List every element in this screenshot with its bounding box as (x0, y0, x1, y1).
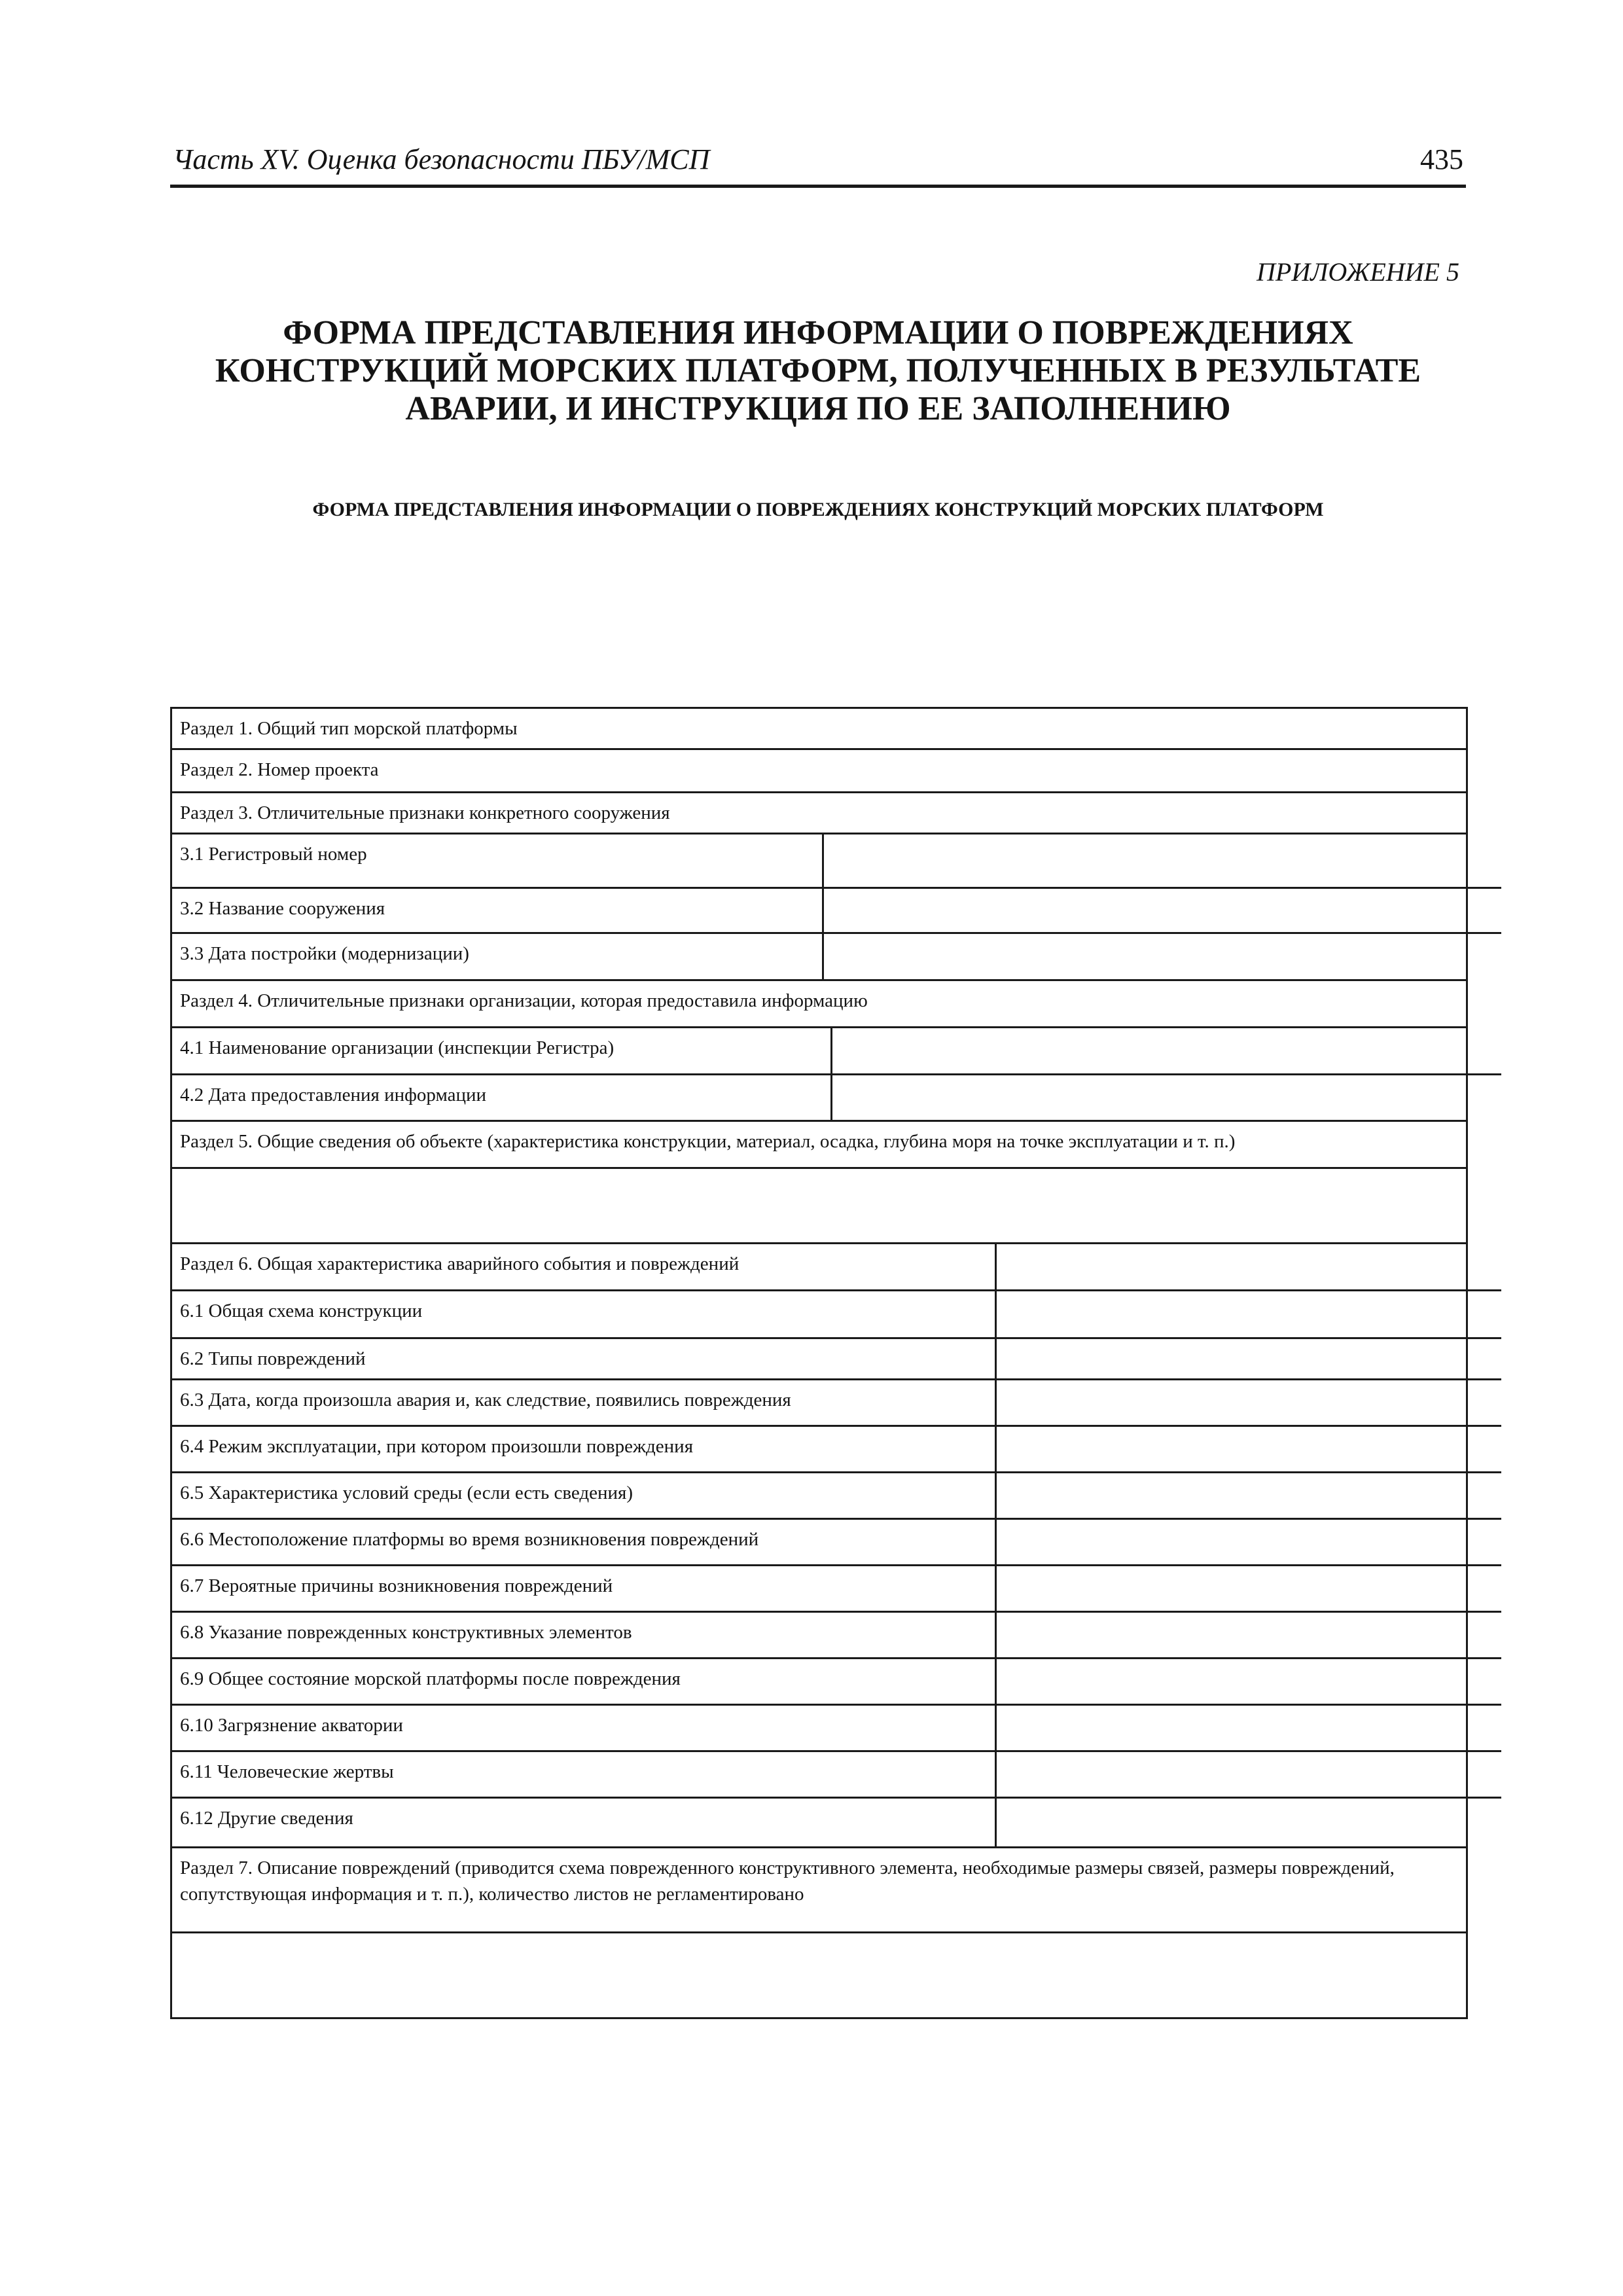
section1-label: Раздел 1. Общий тип морской платформы (171, 708, 1467, 749)
item-6-9-label: 6.9 Общее состояние морской платформы после повреждения (172, 1658, 996, 1704)
section3-label: Раздел 3. Отличительные признаки конкретного сооружения (171, 793, 1467, 834)
item-6-1-label: 6.1 Общая схема конструкции (172, 1290, 996, 1338)
running-header (170, 137, 1466, 188)
item-6-8-label: 6.8 Указание поврежденных конструктивных элементов (172, 1611, 996, 1658)
item-6-10-value[interactable] (996, 1704, 1502, 1751)
item-6-12-label: 6.12 Другие сведения (172, 1797, 996, 1846)
form-row-6-2 (172, 1338, 1501, 1379)
section3-subtable (172, 834, 1501, 979)
section6-subtable (172, 1244, 1501, 1846)
item-6-11-label: 6.11 Человеческие жертвы (172, 1751, 996, 1797)
main-title (170, 314, 1466, 428)
page-number: 435 (1420, 143, 1463, 175)
item-6-7-value[interactable] (996, 1565, 1502, 1611)
section6-label: Раздел 6. Общая характеристика аварийного события и повреждений (172, 1244, 996, 1290)
item-6-5-value[interactable] (996, 1472, 1502, 1518)
form-row-3-2 (172, 888, 1501, 933)
section5-value[interactable] (171, 1168, 1467, 1244)
item-6-3-label: 6.3 Дата, когда произошла авария и, как следствие, появились повреждения (172, 1379, 996, 1426)
form-row-section6-block (171, 1244, 1467, 1848)
appendix-label: ПРИЛОЖЕНИЕ 5 (1257, 257, 1459, 287)
form-row-6-7 (172, 1565, 1501, 1611)
item-6-6-value[interactable] (996, 1518, 1502, 1565)
form-row-section5 (171, 1121, 1467, 1168)
item-4-1-label: 4.1 Наименование организации (инспекции Регистра) (172, 1028, 832, 1074)
item-3-1-value[interactable] (823, 834, 1502, 888)
item-6-9-value[interactable] (996, 1658, 1502, 1704)
main-title-line: АВАРИИ, И ИНСТРУКЦИЯ ПО ЕЕ ЗАПОЛНЕНИЮ (405, 390, 1231, 427)
item-6-4-value[interactable] (996, 1426, 1502, 1472)
form-row-6-6 (172, 1518, 1501, 1565)
main-title-line: КОНСТРУКЦИЙ МОРСКИХ ПЛАТФОРМ, ПОЛУЧЕННЫХ В РЕЗУЛЬТАТЕ (215, 352, 1421, 389)
item-6-2-value[interactable] (996, 1338, 1502, 1379)
item-3-2-value[interactable] (823, 888, 1502, 933)
form-subtitle: ФОРМА ПРЕДСТАВЛЕНИЯ ИНФОРМАЦИИ О ПОВРЕЖДЕНИЯХ КОНСТРУКЦИЙ МОРСКИХ ПЛАТФОРМ (312, 499, 1324, 520)
form-row-6-11 (172, 1751, 1501, 1797)
form-row-section3 (171, 793, 1467, 834)
form-row-section2 (171, 749, 1467, 793)
item-6-2-label: 6.2 Типы повреждений (172, 1338, 996, 1379)
section7-value[interactable] (171, 1933, 1467, 2018)
main-title-line: ФОРМА ПРЕДСТАВЛЕНИЯ ИНФОРМАЦИИ О ПОВРЕЖДЕНИЯХ (283, 314, 1353, 351)
item-4-2-label: 4.2 Дата предоставления информации (172, 1074, 832, 1120)
form-row-6-10 (172, 1704, 1501, 1751)
item-3-3-label: 3.3 Дата постройки (модернизации) (172, 933, 823, 979)
form-row-6-3 (172, 1379, 1501, 1426)
form-row-6-4 (172, 1426, 1501, 1472)
section5-label: Раздел 5. Общие сведения об объекте (характеристика конструкции, материал, осадка, глубина моря на точке эксплуатации и т. п.) (171, 1121, 1467, 1168)
item-3-3-value[interactable] (823, 933, 1502, 979)
section6-value[interactable] (996, 1244, 1502, 1290)
item-4-1-value[interactable] (832, 1028, 1502, 1074)
running-title: Часть XV. Оценка безопасности ПБУ/МСП (173, 143, 710, 175)
form-row-6-1 (172, 1290, 1501, 1338)
section4-label: Раздел 4. Отличительные признаки организации, которая предоставила информацию (171, 980, 1467, 1028)
form-row-3-3 (172, 933, 1501, 979)
form-row-4-2 (172, 1074, 1501, 1120)
form-row-section6 (172, 1244, 1501, 1290)
item-3-2-label: 3.2 Название сооружения (172, 888, 823, 933)
item-6-6-label: 6.6 Местоположение платформы во время возникновения повреждений (172, 1518, 996, 1565)
form-row-4-1 (172, 1028, 1501, 1074)
form-row-6-9 (172, 1658, 1501, 1704)
item-3-1-label: 3.1 Регистровый номер (172, 834, 823, 888)
item-6-3-value[interactable] (996, 1379, 1502, 1426)
item-4-2-value[interactable] (832, 1074, 1502, 1120)
item-6-10-label: 6.10 Загрязнение акватории (172, 1704, 996, 1751)
item-6-7-label: 6.7 Вероятные причины возникновения повреждений (172, 1565, 996, 1611)
section7-label: Раздел 7. Описание повреждений (приводится схема поврежденного конструктивного элемента, необходимые размеры связей, размеры повреждений, сопутствующая информация и т. п.), количество листов не регламентировано (171, 1848, 1467, 1933)
form-row-section4 (171, 980, 1467, 1028)
form-row-6-12 (172, 1797, 1501, 1846)
section2-label: Раздел 2. Номер проекта (171, 749, 1467, 793)
form-row-section3-items (171, 834, 1467, 980)
item-6-8-value[interactable] (996, 1611, 1502, 1658)
section4-subtable (172, 1028, 1501, 1120)
item-6-12-value[interactable] (996, 1797, 1502, 1846)
item-6-11-value[interactable] (996, 1751, 1502, 1797)
item-6-5-label: 6.5 Характеристика условий среды (если есть сведения) (172, 1472, 996, 1518)
item-6-4-label: 6.4 Режим эксплуатации, при котором произошли повреждения (172, 1426, 996, 1472)
form-row-section4-items (171, 1028, 1467, 1121)
form-row-3-1 (172, 834, 1501, 888)
form-row-6-8 (172, 1611, 1501, 1658)
form-row-section5-blank (171, 1168, 1467, 1244)
item-6-1-value[interactable] (996, 1290, 1502, 1338)
form-row-section7-blank (171, 1933, 1467, 2018)
form-row-section1 (171, 708, 1467, 749)
form-row-section7 (171, 1848, 1467, 1933)
damage-report-form (170, 707, 1468, 2019)
form-row-6-5 (172, 1472, 1501, 1518)
